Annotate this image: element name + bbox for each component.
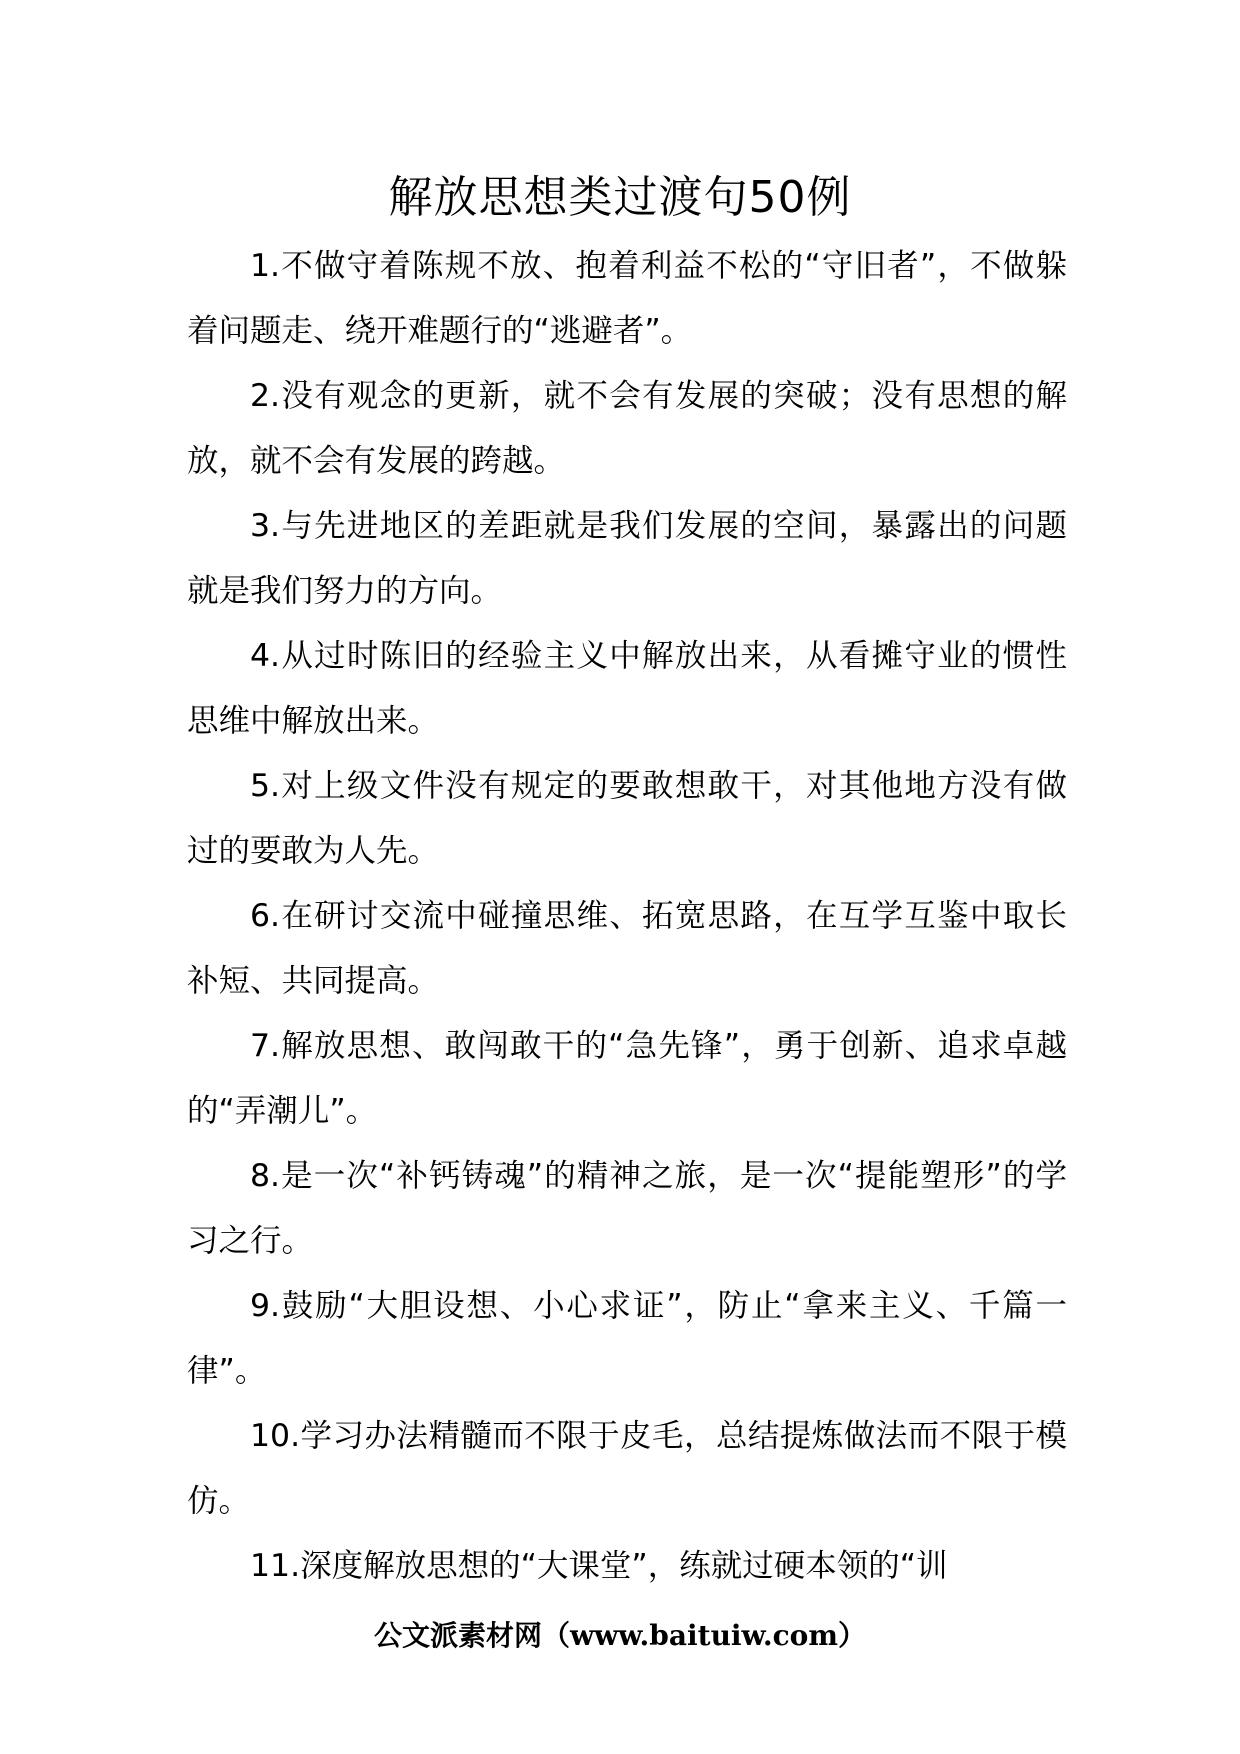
paragraph-2: 2.没有观念的更新，就不会有发展的突破；没有思想的解放，就不会有发展的跨越。 — [187, 378, 1067, 479]
paragraph-4: 4.从过时陈旧的经验主义中解放出来，从看摊守业的惯性思维中解放出来。 — [187, 638, 1067, 739]
paragraph-5: 5.对上级文件没有规定的要敢想敢干，对其他地方没有做过的要敢为人先。 — [187, 768, 1067, 869]
paragraph-6: 6.在研讨交流中碰撞思维、拓宽思路，在互学互鉴中取长补短、共同提高。 — [187, 898, 1067, 999]
paragraph-8: 8.是一次“补钙铸魂”的精神之旅，是一次“提能塑形”的学习之行。 — [187, 1158, 1067, 1259]
page-footer: 公文派素材网（www.baituiw.com） — [374, 1619, 866, 1652]
document-title: 解放思想类过渡句50例 — [388, 172, 852, 223]
paragraph-1: 1.不做守着陈规不放、抱着利益不松的“守旧者”，不做躲着问题走、绕开难题行的“逃避者”。 — [187, 248, 1067, 349]
paragraph-11: 11.深度解放思想的“大课堂”，练就过硬本领的“训 — [250, 1548, 948, 1584]
paragraph-7: 7.解放思想、敢闯敢干的“急先锋”，勇于创新、追求卓越的“弄潮儿”。 — [187, 1028, 1067, 1129]
paragraph-3: 3.与先进地区的差距就是我们发展的空间，暴露出的问题就是我们努力的方向。 — [187, 508, 1067, 609]
paragraph-9: 9.鼓励“大胆设想、小心求证”，防止“拿来主义、千篇一律”。 — [187, 1288, 1067, 1389]
paragraph-10: 10.学习办法精髓而不限于皮毛，总结提炼做法而不限于模仿。 — [187, 1418, 1067, 1519]
document-body — [187, 234, 1067, 1599]
